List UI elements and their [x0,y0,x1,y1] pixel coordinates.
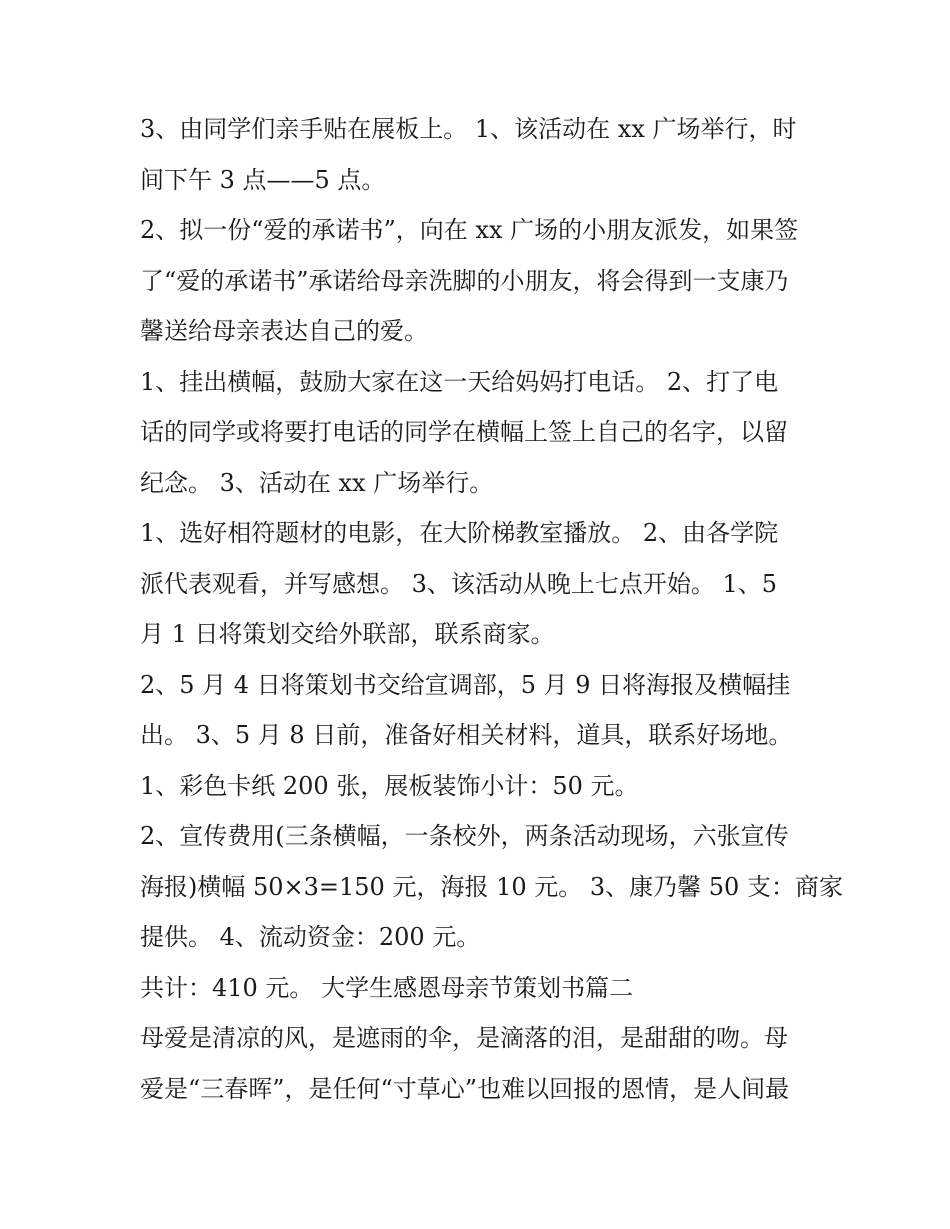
text-line: 爱是“三春晖”，是任何“寸草心”也难以回报的恩情，是人间最 [140,1074,790,1103]
text-line: 2、宣传费用(三条横幅，一条校外，两条活动现场，六张宣传 [140,822,789,850]
text-line: 了“爱的承诺书”承诺给母亲洗脚的小朋友，将会得到一支康乃 [140,266,789,295]
text-line: 出。 3、5 月 8 日前，准备好相关材料，道具，联系好场地。 [140,721,793,749]
text-line: 3、由同学们亲手贴在展板上。 1、该活动在 xx 广场举行，时 [140,115,797,143]
text-line: 派代表观看，并写感想。 3、该活动从晚上七点开始。 1、5 [140,569,778,598]
text-line: 提供。 4、流动资金：200 元。 [140,923,481,951]
text-line: 1、选好相符题材的电影，在大阶梯教室播放。 2、由各学院 [140,519,779,547]
text-line: 话的同学或将要打电话的同学在横幅上签上自己的名字，以留 [140,418,788,446]
text-line: 1、挂出横幅，鼓励大家在这一天给妈妈打电话。 2、打了电 [140,367,779,396]
text-line: 月 1 日将策划交给外联部，联系商家。 [140,620,555,648]
text-line: 母爱是清凉的风，是遮雨的伞，是滴落的泪，是甜甜的吻。母 [140,1024,788,1052]
text-line: 纪念。 3、活动在 xx 广场举行。 [140,468,494,497]
text-line: 2、拟一份“爱的承诺书”，向在 xx 广场的小朋友派发，如果签 [140,216,799,244]
text-line: 共计：410 元。 大学生感恩母亲节策划书篇二 [140,973,634,1002]
text-line: 1、彩色卡纸 200 张，展板装饰小计：50 元。 [140,771,639,800]
body-text [140,104,843,1114]
text-line: 间下午 3 点——5 点。 [140,165,386,194]
text-line: 海报)横幅 50×3=150 元，海报 10 元。 3、康乃馨 50 支：商家 [140,872,843,901]
text-line: 2、5 月 4 日将策划书交给宣调部，5 月 9 日将海报及横幅挂 [140,670,791,699]
text-line: 馨送给母亲表达自己的爱。 [140,317,428,345]
